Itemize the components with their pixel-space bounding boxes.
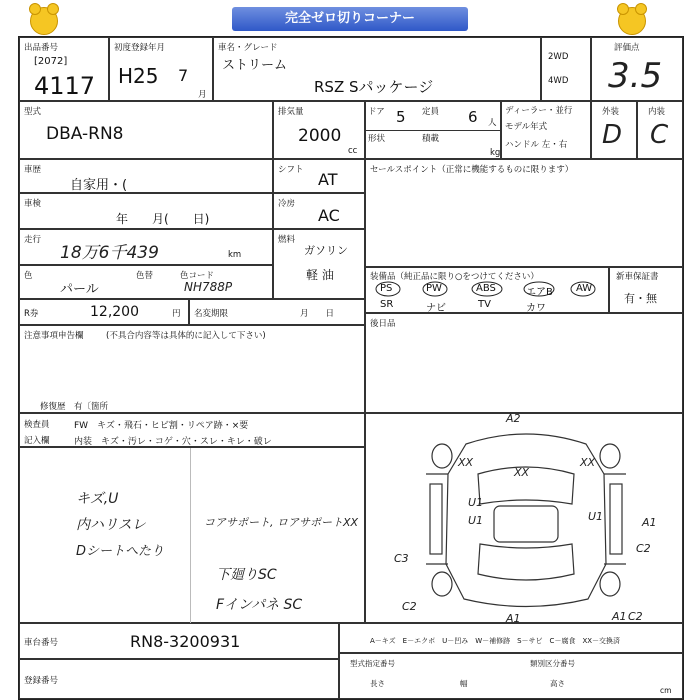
- model-label: 型式: [24, 107, 42, 117]
- note-front-panel: Fインパネ SC: [216, 597, 303, 613]
- mascot-bear-icon: [618, 7, 646, 35]
- rating-label: 評価点: [614, 43, 640, 53]
- color-value: パール: [60, 282, 99, 297]
- inspection-label: 車検: [24, 199, 42, 209]
- exterior-label: 外装: [602, 107, 620, 117]
- type-info-box: [339, 653, 683, 699]
- width-label: 幅: [460, 679, 468, 688]
- equip-ps: PS: [380, 283, 393, 294]
- interior-grade: C: [650, 120, 669, 150]
- person-unit: 人: [488, 118, 497, 128]
- capacity-value: 6: [468, 108, 478, 126]
- equipment-box: [365, 267, 609, 313]
- mileage-box: [19, 229, 273, 265]
- ac-label: 冷房: [278, 199, 296, 209]
- car-name: ストリーム: [222, 58, 288, 73]
- length-label: 長さ: [370, 679, 385, 688]
- chassis-number: RN8-3200931: [130, 632, 241, 651]
- recycle-value: 12,200: [90, 304, 139, 320]
- inspector-box: [19, 413, 365, 447]
- yen-unit: 円: [172, 309, 181, 319]
- mark-c2-1: C2: [636, 542, 651, 555]
- exterior-box: [591, 101, 637, 159]
- mascot-bear-icon: [30, 7, 58, 35]
- doors-value: 5: [396, 108, 406, 126]
- mark-c3: C3: [394, 552, 409, 565]
- doors-label: ドア: [368, 107, 385, 117]
- mark-c2-3: C2: [628, 610, 643, 623]
- ac-value: AC: [318, 206, 340, 225]
- note-undercarriage: 下廻りSC: [216, 567, 277, 583]
- door-capacity-box: [365, 101, 501, 159]
- inspector-label: 検査員: [24, 420, 50, 430]
- lot-label: 出品番号: [24, 43, 59, 53]
- first-reg-box: [109, 37, 213, 101]
- recycle-label: R券: [24, 309, 39, 319]
- interior-label: 内装: [648, 107, 666, 117]
- check-row-fw: FW キズ・飛石・ヒビ割・リペア跡・×要: [74, 421, 249, 431]
- history-box: [19, 159, 273, 193]
- displacement-value: 2000: [298, 126, 342, 146]
- cc-unit: cc: [348, 146, 358, 156]
- repair-history: 修復歴 有〔箇所: [40, 402, 109, 412]
- mark-u1-3: U1: [588, 510, 604, 523]
- model-box: [19, 101, 273, 159]
- chassis-box: [19, 623, 339, 659]
- notes-area: [19, 447, 365, 623]
- lot-box: [19, 37, 109, 101]
- header-bar: [0, 0, 700, 36]
- model-year-label: モデル年式: [505, 122, 548, 132]
- mark-u1-2: U1: [468, 514, 484, 527]
- inspection-box: [19, 193, 273, 229]
- recorder-label: 記入欄: [24, 436, 50, 446]
- displacement-label: 排気量: [278, 107, 304, 117]
- note-scratch: キズ,U: [76, 491, 119, 507]
- mark-a2: A2: [506, 414, 521, 425]
- ruibetsu-label: 類別区分番号: [530, 659, 575, 668]
- color-code-label: 色コード: [180, 271, 215, 281]
- remarks-label: 注意事項申告欄: [24, 331, 84, 341]
- cm-unit: cm: [660, 686, 672, 695]
- height-label: 高さ: [550, 679, 565, 688]
- kg-unit: kg: [490, 148, 501, 158]
- color-label: 色: [24, 271, 33, 281]
- history-value: 自家用・(: [70, 178, 128, 193]
- equip-pw: PW: [426, 283, 442, 294]
- warranty-box: [609, 267, 683, 313]
- car-diagram: [366, 414, 684, 624]
- dealer-box: [501, 101, 591, 159]
- displacement-box: [273, 101, 365, 159]
- damage-legend: A－キズ E－エクボ U－凹み W－補修跡 S－サビ C－腐食 XX－交換済: [370, 637, 621, 645]
- equipment-label: 装備品（純正品に限り○をつけてください）: [370, 272, 539, 282]
- recycle-box: [19, 299, 189, 325]
- era-year: H25: [118, 64, 159, 88]
- warranty-options: 有・無: [624, 292, 657, 305]
- chassis-label: 車台番号: [24, 638, 59, 648]
- color-code-value: NH788P: [184, 280, 233, 294]
- color-change-label: 色替: [136, 271, 154, 281]
- note-interior-scuff: 内ハリスレ: [76, 517, 146, 533]
- 4wd-label: 4WD: [548, 76, 569, 86]
- car-name-box: [213, 37, 541, 101]
- first-reg-label: 初度登録年月: [114, 43, 166, 53]
- mark-xx-1: XX: [458, 456, 474, 469]
- mark-u1-1: U1: [468, 496, 484, 509]
- sales-point-box: [365, 159, 683, 267]
- note-seat-wear: Dシートへたり: [76, 544, 165, 559]
- equip-tv: TV: [478, 299, 491, 310]
- 2wd-label: 2WD: [548, 52, 569, 62]
- capacity-label: 定員: [422, 107, 440, 117]
- color-box: [19, 265, 273, 299]
- car-grade: RSZ Sパッケージ: [314, 78, 434, 96]
- regno-label: 登録番号: [24, 676, 59, 686]
- handle-label: ハンドル 左・右: [505, 140, 568, 150]
- auction-sheet: [18, 36, 684, 700]
- name-change-label: 名変期限: [194, 309, 229, 319]
- fuel-diesel: 軽 油: [306, 268, 334, 282]
- month-unit: 月: [198, 90, 207, 100]
- regno-box: [19, 659, 339, 699]
- drive-box: [541, 37, 591, 101]
- mileage-value: 18万6千439: [60, 243, 159, 263]
- lot-number: 4117: [34, 72, 96, 100]
- shift-label: シフト: [278, 165, 304, 175]
- dealer-label: ディーラー・並行: [505, 106, 573, 116]
- load-label: 積載: [422, 134, 440, 144]
- rating-value: 3.5: [608, 56, 663, 96]
- warranty-label: 新車保証書: [616, 272, 659, 282]
- car-name-label: 車名・グレード: [218, 43, 278, 53]
- equipment-circles: [366, 268, 610, 314]
- inspection-date: 年 月( 日): [116, 212, 210, 226]
- car-diagram-box: [365, 413, 683, 623]
- ac-box: [273, 193, 365, 229]
- name-change-box: [189, 299, 365, 325]
- type-num-label: 型式指定番号: [350, 659, 395, 668]
- fuel-label: 燃料: [278, 235, 296, 245]
- exterior-grade: D: [602, 120, 623, 150]
- equip-airbag: エアB: [526, 287, 553, 298]
- check-row-interior: 内装 キズ・汚レ・コゲ・穴・スレ・キレ・破レ: [74, 437, 272, 447]
- equip-navi: ナビ: [426, 303, 446, 314]
- fuel-gasoline: ガソリン: [304, 244, 348, 257]
- km-unit: km: [228, 250, 242, 260]
- equip-sr: SR: [380, 299, 394, 310]
- equip-aw: AW: [576, 283, 593, 294]
- mileage-label: 走行: [24, 235, 42, 245]
- shift-value: AT: [318, 170, 338, 189]
- shape-label: 形状: [368, 134, 386, 144]
- mark-xx-2: XX: [514, 466, 530, 479]
- interior-box: [637, 101, 683, 159]
- rating-box: [591, 37, 683, 101]
- lot-code: [2072]: [34, 56, 68, 67]
- remarks-box: [19, 325, 365, 413]
- model-value: DBA-RN8: [46, 124, 124, 144]
- mark-xx-3: XX: [580, 456, 596, 469]
- shift-box: [273, 159, 365, 193]
- fuel-box: [273, 229, 365, 299]
- equip-leather: カワ: [526, 303, 546, 314]
- mark-a1-1: A1: [506, 612, 521, 624]
- name-change-date: 月 日: [300, 309, 335, 319]
- mark-a1-3: A1: [642, 516, 657, 529]
- legend-box: [339, 623, 683, 653]
- note-core-support: コアサポート, ロアサポートXX: [204, 516, 359, 529]
- history-label: 車歴: [24, 165, 42, 175]
- corner-title: 完全ゼロ切りコーナー: [232, 7, 468, 31]
- equip-abs: ABS: [476, 283, 496, 294]
- remarks-note: (不具合内容等は具体的に記入して下さい): [106, 331, 266, 341]
- mark-c2-2: C2: [402, 600, 417, 613]
- reg-month: 7: [178, 66, 189, 85]
- date-in-box: [365, 313, 683, 413]
- date-in-label: 後日品: [370, 319, 396, 329]
- mark-a1-2: A1: [612, 610, 627, 623]
- sales-point-label: セールスポイント（正常に機能するものに限ります）: [370, 165, 574, 175]
